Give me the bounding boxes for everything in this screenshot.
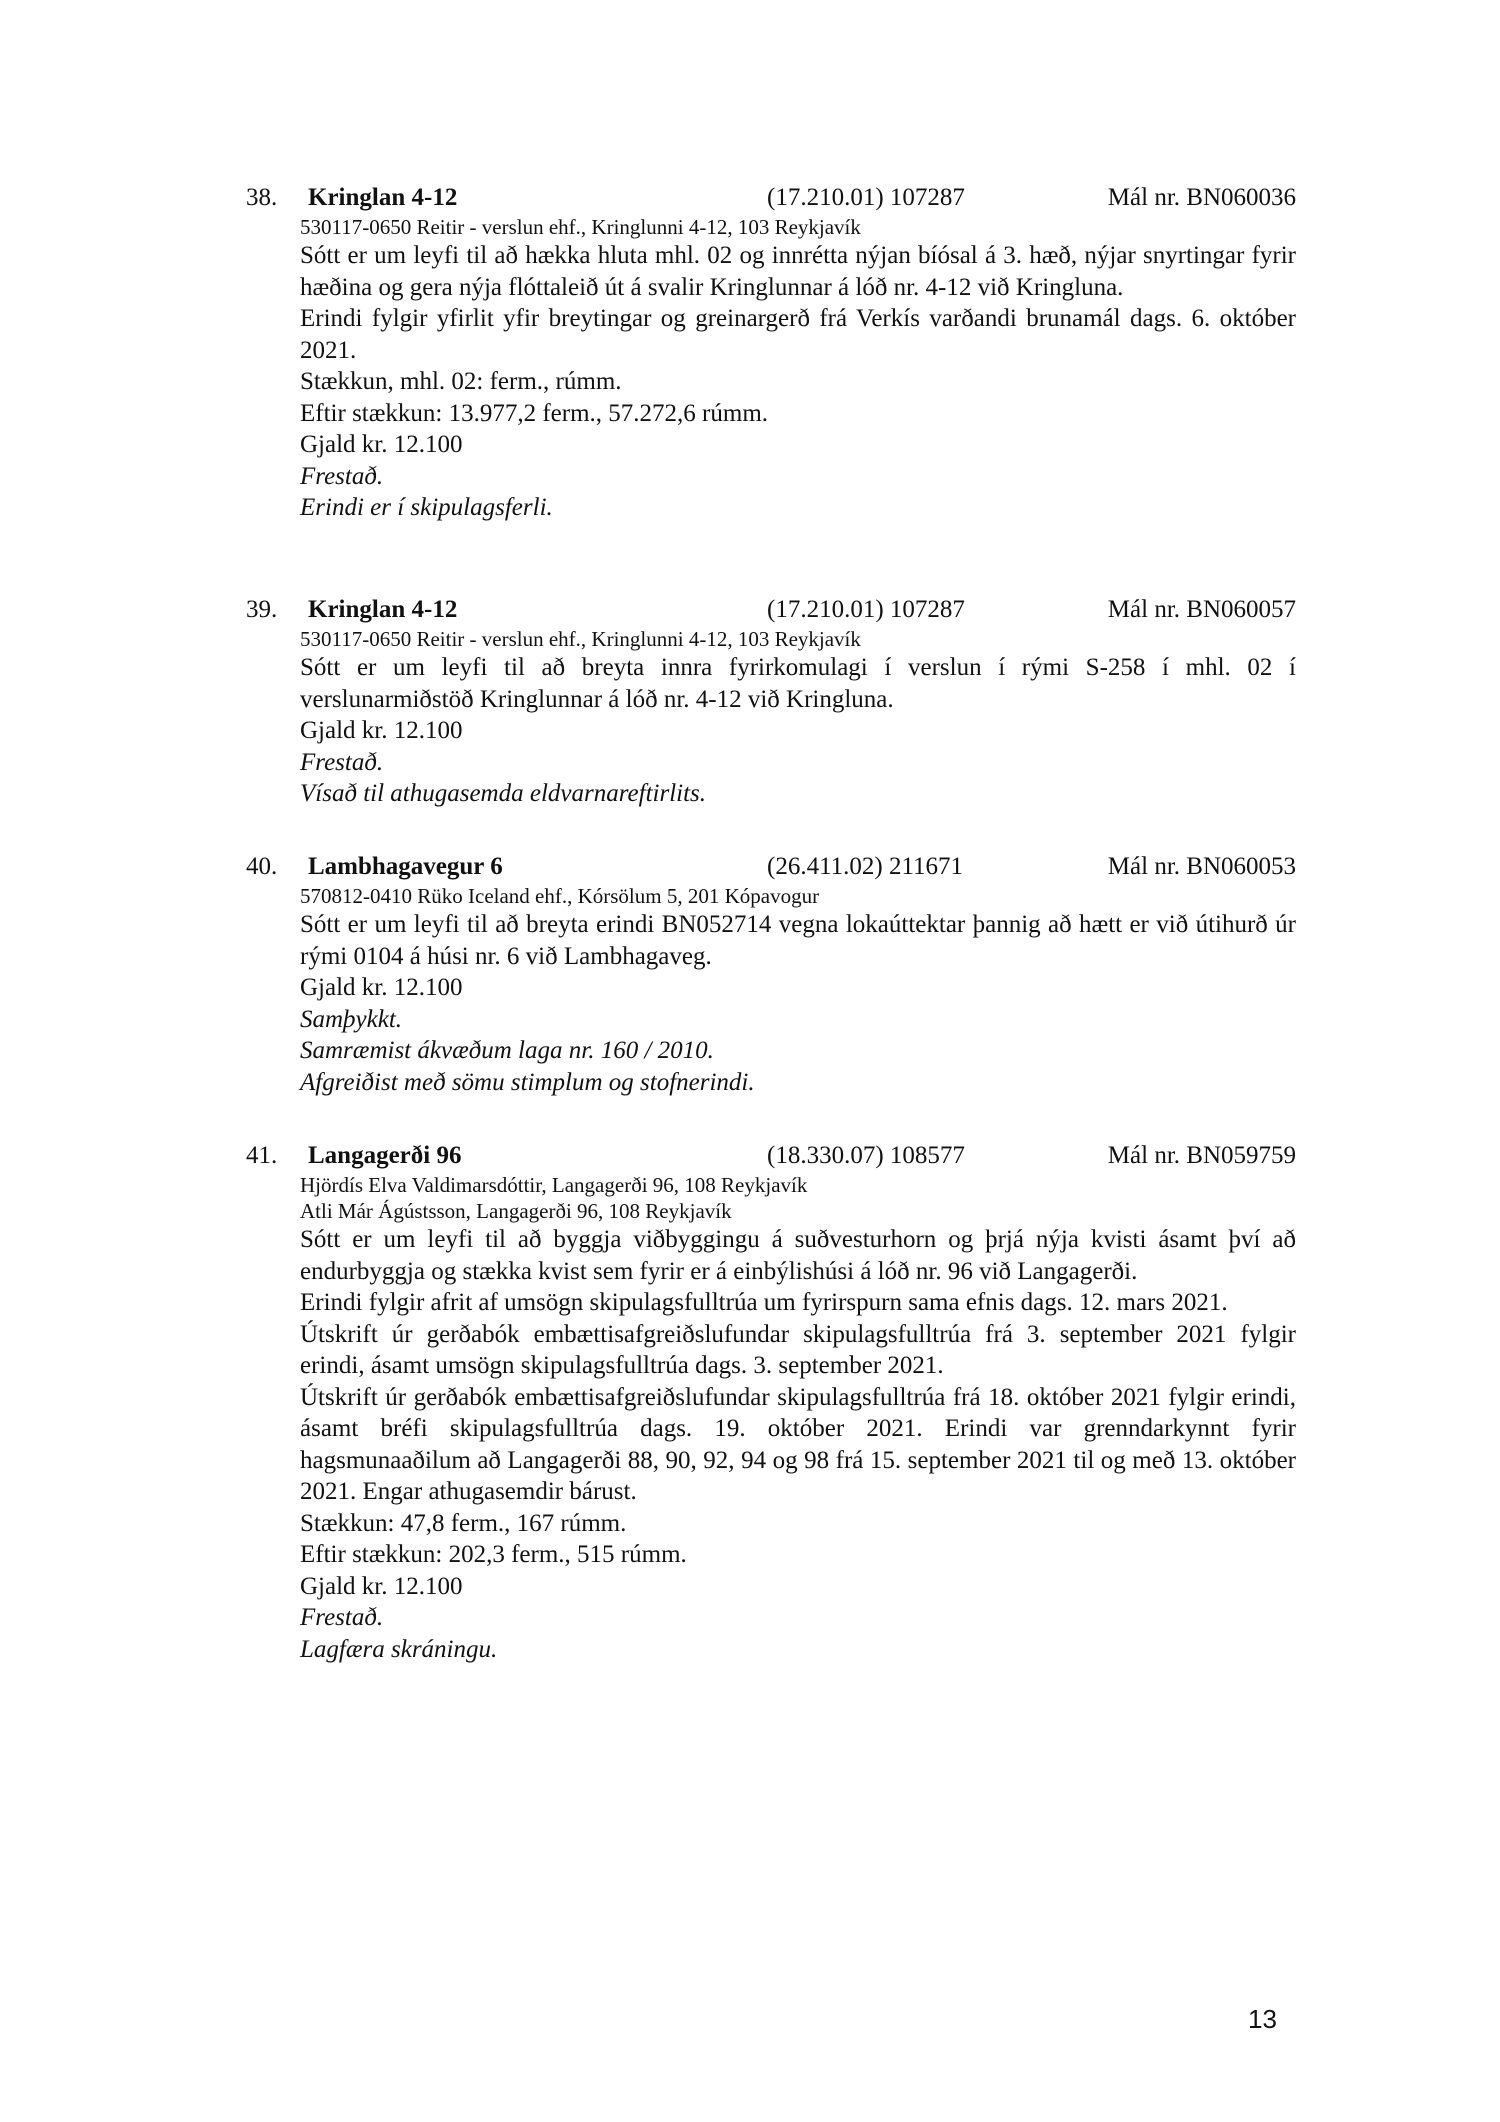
entry-land-id: (18.330.07) 108577 — [767, 1142, 965, 1169]
enlargement: Stækkun: 47,8 ferm., 167 rúmm. — [300, 1509, 627, 1537]
entry-case-number: Mál nr. BN059759 — [1107, 1142, 1296, 1169]
entry-number: 41. — [246, 1142, 278, 1169]
enlargement: Stækkun, mhl. 02: ferm., rúmm. — [300, 368, 622, 395]
after-enlargement: Eftir stækkun: 202,3 ferm., 515 rúmm. — [300, 1541, 687, 1568]
decision-note: Lagfæra skráningu. — [300, 1635, 498, 1663]
entry-number: 40. — [246, 853, 278, 880]
entry-header — [246, 850, 1296, 883]
applicant: 570812-0410 Rüko Iceland ehf., Kórsölum 5, 201 Kópavogur — [300, 884, 820, 908]
description: Sótt er um leyfi til að byggja viðbyggingu á suðvesturhorn og þrjá nýja kvisti ásamt því að endurbyggja og stækka kvist sem fyrir er á einbýlishúsi á lóð nr. 96 við Langagerði. — [300, 1226, 1296, 1285]
entry-header — [246, 181, 1296, 214]
fee: Gjald kr. 12.100 — [300, 717, 463, 744]
decision-note: Erindi er í skipulagsferli. — [300, 494, 553, 521]
decision: Frestað. — [300, 462, 384, 490]
description: Erindi fylgir yfirlit yfir breytingar og greinargerð frá Verkís varðandi brunamál dags. 6. október 2021. — [300, 305, 1296, 364]
decision-note: Vísað til athugasemda eldvarnareftirlits. — [300, 780, 707, 807]
decision: Frestað. — [300, 748, 384, 776]
entry-address: Lambhagavegur 6 — [308, 853, 503, 880]
applicant: Hjördís Elva Valdimarsdóttir, Langagerði 96, 108 Reykjavík — [300, 1173, 808, 1197]
description: Sótt er um leyfi til að hækka hluta mhl. 02 og innrétta nýjan bíósal á 3. hæð, nýjar snyrtingar fyrir hæðina og gera nýja flóttaleið út á svalir Kringlunnar á lóð nr. 4-12 við Kringluna. — [300, 242, 1296, 301]
entry-39 — [246, 593, 1296, 810]
entry-address: Kringlan 4-12 — [308, 184, 458, 211]
entry-40 — [246, 850, 1296, 1098]
applicant: 530117-0650 Reitir - verslun ehf., Kringlunni 4-12, 103 Reykjavík — [300, 215, 861, 239]
decision: Samþykkt. — [300, 1005, 403, 1033]
decision-note: Afgreiðist með sömu stimplum og stofnerindi. — [300, 1068, 755, 1096]
entry-41 — [246, 1139, 1296, 1665]
entry-address: Langagerði 96 — [308, 1142, 462, 1169]
after-enlargement: Eftir stækkun: 13.977,2 ferm., 57.272,6 rúmm. — [300, 399, 769, 427]
fee: Gjald kr. 12.100 — [300, 974, 463, 1001]
fee: Gjald kr. 12.100 — [300, 431, 463, 458]
entry-header — [246, 1139, 1296, 1172]
fee: Gjald kr. 12.100 — [300, 1572, 463, 1600]
description: Sótt er um leyfi til að breyta erindi BN052714 vegna lokaúttektar þannig að hætt er við útihurð úr rými 0104 á húsi nr. 6 við Lambhagaveg. — [300, 911, 1296, 970]
entry-land-id: (17.210.01) 107287 — [767, 596, 965, 623]
entry-case-number: Mál nr. BN060057 — [1107, 596, 1296, 623]
entry-land-id: (26.411.02) 211671 — [767, 853, 964, 880]
description: Sótt er um leyfi til að breyta innra fyrirkomulagi í verslun í rými S-258 í mhl. 02 í verslunarmiðstöð Kringlunnar á lóð nr. 4-12 við Kringluna. — [300, 654, 1296, 713]
entry-body — [300, 883, 1296, 1098]
entry-body — [300, 214, 1296, 524]
entry-header — [246, 593, 1296, 626]
entry-number: 38. — [246, 184, 278, 211]
page-number: 13 — [1248, 2004, 1277, 2034]
applicant: 530117-0650 Reitir - verslun ehf., Kringlunni 4-12, 103 Reykjavík — [300, 627, 861, 651]
description: Erindi fylgir afrit af umsögn skipulagsfulltrúa um fyrirspurn sama efnis dags. 12. mars 2021. — [300, 1289, 1228, 1316]
entry-body — [300, 626, 1296, 810]
entry-38 — [246, 181, 1296, 524]
decision: Frestað. — [300, 1604, 384, 1631]
decision-note: Samræmist ákvæðum laga nr. 160 / 2010. — [300, 1037, 714, 1064]
entry-case-number: Mál nr. BN060053 — [1107, 853, 1296, 880]
entry-case-number: Mál nr. BN060036 — [1107, 184, 1296, 211]
entry-number: 39. — [246, 596, 278, 623]
description: Útskrift úr gerðabók embættisafgreiðslufundar skipulagsfulltrúa frá 3. september 2021 fylgir erindi, ásamt umsögn skipulagsfulltrúa dags. 3. september 2021. — [300, 1320, 1296, 1379]
applicant: Atli Már Ágústsson, Langagerði 96, 108 Reykjavík — [300, 1199, 732, 1223]
description: Útskrift úr gerðabók embættisafgreiðslufundar skipulagsfulltrúa frá 18. október 2021 fylgir erindi, ásamt bréfi skipulagsfulltrúa dags. 19. október 2021. Erindi var grenndarkynnt fyrir hagsmunaaðilum að Langagerði 88, 90, 92, 94 og 98 frá 15. september 2021 til og með 13. október 2021. Engar athugasemdir bárust. — [300, 1383, 1296, 1505]
entry-body — [300, 1172, 1296, 1665]
entry-land-id: (17.210.01) 107287 — [767, 184, 965, 211]
entry-address: Kringlan 4-12 — [308, 596, 458, 623]
